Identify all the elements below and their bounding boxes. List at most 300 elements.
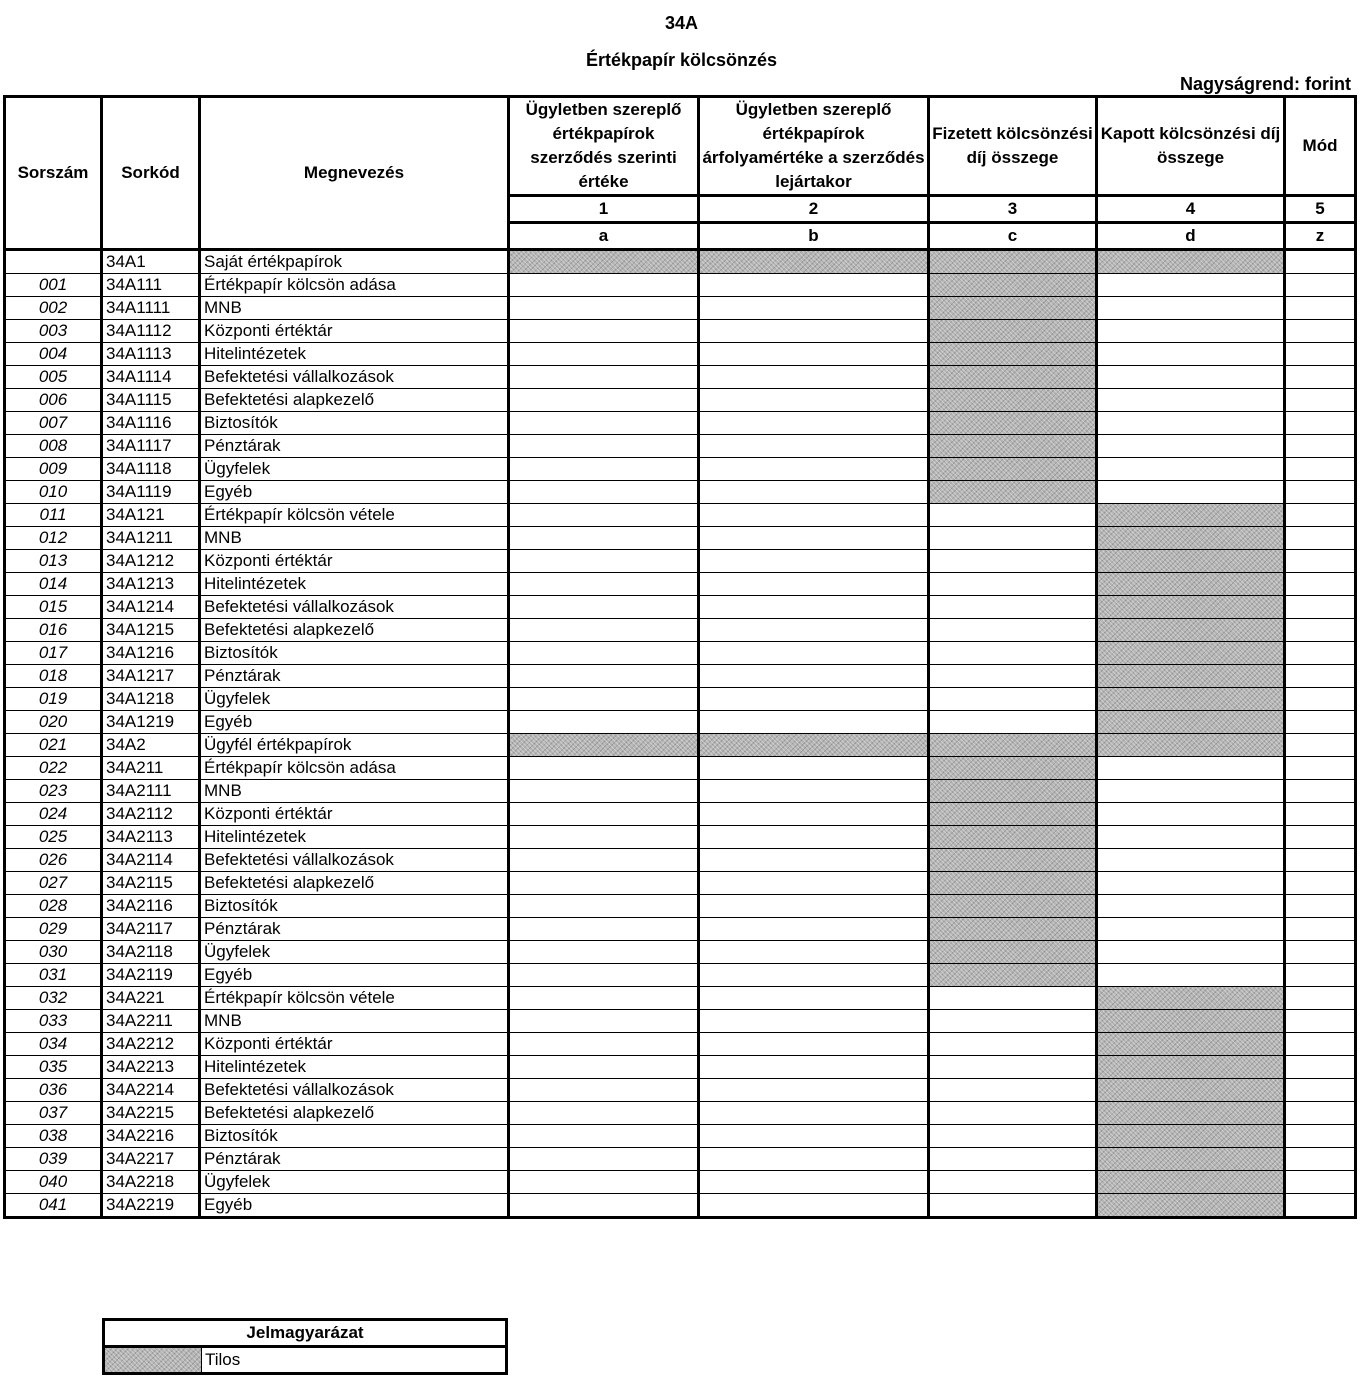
- value-cell[interactable]: [1097, 895, 1285, 918]
- value-cell[interactable]: [1285, 895, 1356, 918]
- value-cell[interactable]: [699, 849, 929, 872]
- table-row: [5, 1079, 1356, 1102]
- row-seq: 014: [5, 573, 102, 596]
- row-code: 34A2116: [102, 895, 200, 918]
- table-row: [5, 964, 1356, 987]
- value-cell[interactable]: [699, 297, 929, 320]
- row-name: Ügyfelek: [200, 1171, 509, 1194]
- value-cell[interactable]: [1285, 734, 1356, 757]
- value-cell[interactable]: [1285, 389, 1356, 412]
- value-cell[interactable]: [1285, 366, 1356, 389]
- value-cell[interactable]: [699, 803, 929, 826]
- value-cell[interactable]: [929, 711, 1097, 734]
- value-cell[interactable]: [509, 343, 699, 366]
- row-code: 34A1115: [102, 389, 200, 412]
- value-cell[interactable]: [699, 964, 929, 987]
- value-cell[interactable]: [1285, 1010, 1356, 1033]
- forbidden-cell: [929, 320, 1097, 343]
- value-cell[interactable]: [509, 895, 699, 918]
- value-cell[interactable]: [509, 987, 699, 1010]
- value-cell[interactable]: [699, 481, 929, 504]
- forbidden-cell: [929, 849, 1097, 872]
- value-cell[interactable]: [509, 389, 699, 412]
- value-cell[interactable]: [1285, 1125, 1356, 1148]
- forbidden-cell: [929, 343, 1097, 366]
- row-code: 34A1218: [102, 688, 200, 711]
- forbidden-cell: [929, 481, 1097, 504]
- value-cell[interactable]: [1097, 412, 1285, 435]
- form-title: Értékpapír kölcsönzés: [585, 50, 778, 70]
- value-cell[interactable]: [699, 343, 929, 366]
- row-code: 34A1216: [102, 642, 200, 665]
- row-code: 34A2114: [102, 849, 200, 872]
- value-cell[interactable]: [699, 1079, 929, 1102]
- row-seq: 019: [5, 688, 102, 711]
- col-letter: a: [509, 223, 699, 250]
- value-cell[interactable]: [1285, 274, 1356, 297]
- row-seq: 028: [5, 895, 102, 918]
- forbidden-cell: [1097, 527, 1285, 550]
- row-name: Központi értéktár: [200, 320, 509, 343]
- forbidden-cell: [929, 872, 1097, 895]
- table-row: [5, 596, 1356, 619]
- value-cell[interactable]: [1285, 872, 1356, 895]
- value-cell[interactable]: [1285, 711, 1356, 734]
- row-seq: 030: [5, 941, 102, 964]
- value-cell[interactable]: [699, 688, 929, 711]
- value-cell[interactable]: [1285, 1079, 1356, 1102]
- value-cell[interactable]: [699, 987, 929, 1010]
- table-row: [5, 1125, 1356, 1148]
- value-cell[interactable]: [1285, 849, 1356, 872]
- value-cell[interactable]: [509, 619, 699, 642]
- value-cell[interactable]: [1285, 665, 1356, 688]
- row-code: 34A2118: [102, 941, 200, 964]
- value-cell[interactable]: [1285, 619, 1356, 642]
- row-name: Befektetési alapkezelő: [200, 389, 509, 412]
- value-cell[interactable]: [929, 527, 1097, 550]
- value-cell[interactable]: [699, 1194, 929, 1218]
- value-cell[interactable]: [1285, 1102, 1356, 1125]
- value-cell[interactable]: [1285, 504, 1356, 527]
- row-name: MNB: [200, 527, 509, 550]
- value-cell[interactable]: [1285, 826, 1356, 849]
- value-cell[interactable]: [1097, 964, 1285, 987]
- value-cell[interactable]: [509, 1194, 699, 1218]
- value-cell[interactable]: [509, 504, 699, 527]
- value-cell[interactable]: [699, 1148, 929, 1171]
- row-code: 34A1217: [102, 665, 200, 688]
- value-cell[interactable]: [509, 1125, 699, 1148]
- value-cell[interactable]: [509, 1079, 699, 1102]
- row-seq: 005: [5, 366, 102, 389]
- value-cell[interactable]: [699, 918, 929, 941]
- value-cell[interactable]: [1097, 458, 1285, 481]
- value-cell[interactable]: [1285, 688, 1356, 711]
- value-cell[interactable]: [1285, 250, 1356, 274]
- value-cell[interactable]: [509, 826, 699, 849]
- value-cell[interactable]: [509, 274, 699, 297]
- value-cell[interactable]: [1097, 320, 1285, 343]
- value-cell[interactable]: [509, 1010, 699, 1033]
- row-name: Befektetési vállalkozások: [200, 849, 509, 872]
- value-cell[interactable]: [1097, 297, 1285, 320]
- value-cell[interactable]: [509, 688, 699, 711]
- value-cell[interactable]: [699, 274, 929, 297]
- table-row: [5, 826, 1356, 849]
- value-cell[interactable]: [699, 320, 929, 343]
- row-name: Egyéb: [200, 1194, 509, 1218]
- row-code: 34A2111: [102, 780, 200, 803]
- value-cell[interactable]: [509, 803, 699, 826]
- col-number: 1: [509, 196, 699, 223]
- value-cell[interactable]: [1097, 849, 1285, 872]
- header-col-4: Kapott kölcsönzési díj összege: [1097, 97, 1285, 196]
- value-cell[interactable]: [509, 481, 699, 504]
- value-cell[interactable]: [1285, 803, 1356, 826]
- col-letter: d: [1097, 223, 1285, 250]
- value-cell[interactable]: [699, 573, 929, 596]
- table-row: [5, 1194, 1356, 1218]
- value-cell[interactable]: [509, 918, 699, 941]
- value-cell[interactable]: [699, 711, 929, 734]
- value-cell[interactable]: [929, 1148, 1097, 1171]
- value-cell[interactable]: [1285, 550, 1356, 573]
- value-cell[interactable]: [699, 941, 929, 964]
- forbidden-cell: [1097, 1148, 1285, 1171]
- forbidden-cell: [929, 734, 1097, 757]
- row-name: Befektetési alapkezelő: [200, 619, 509, 642]
- row-seq: 029: [5, 918, 102, 941]
- value-cell[interactable]: [699, 1033, 929, 1056]
- value-cell[interactable]: [1285, 412, 1356, 435]
- forbidden-cell: [1097, 688, 1285, 711]
- row-name: Egyéb: [200, 964, 509, 987]
- value-cell[interactable]: [929, 619, 1097, 642]
- row-name: Ügyfelek: [200, 458, 509, 481]
- forbidden-cell: [1097, 1033, 1285, 1056]
- row-seq: 034: [5, 1033, 102, 1056]
- forbidden-cell: [929, 780, 1097, 803]
- row-seq: 031: [5, 964, 102, 987]
- row-seq: 038: [5, 1125, 102, 1148]
- value-cell[interactable]: [509, 665, 699, 688]
- value-cell[interactable]: [929, 573, 1097, 596]
- value-cell[interactable]: [509, 412, 699, 435]
- row-code: 34A2113: [102, 826, 200, 849]
- value-cell[interactable]: [1097, 780, 1285, 803]
- value-cell[interactable]: [1285, 1148, 1356, 1171]
- row-seq: 015: [5, 596, 102, 619]
- row-name: MNB: [200, 297, 509, 320]
- value-cell[interactable]: [509, 320, 699, 343]
- value-cell[interactable]: [1285, 320, 1356, 343]
- table-row: [5, 872, 1356, 895]
- table-row: [5, 619, 1356, 642]
- value-cell[interactable]: [509, 1033, 699, 1056]
- value-cell[interactable]: [1285, 435, 1356, 458]
- value-cell[interactable]: [929, 1194, 1097, 1218]
- value-cell[interactable]: [699, 435, 929, 458]
- value-cell[interactable]: [509, 527, 699, 550]
- value-cell[interactable]: [509, 1102, 699, 1125]
- forbidden-cell: [929, 274, 1097, 297]
- value-cell[interactable]: [509, 458, 699, 481]
- table-row: [5, 734, 1356, 757]
- value-cell[interactable]: [699, 1125, 929, 1148]
- row-seq: 027: [5, 872, 102, 895]
- value-cell[interactable]: [929, 1033, 1097, 1056]
- table-row: [5, 642, 1356, 665]
- value-cell[interactable]: [509, 596, 699, 619]
- value-cell[interactable]: [699, 780, 929, 803]
- value-cell[interactable]: [699, 895, 929, 918]
- value-cell[interactable]: [699, 757, 929, 780]
- table-row: [5, 757, 1356, 780]
- row-name: Pénztárak: [200, 1148, 509, 1171]
- value-cell[interactable]: [699, 366, 929, 389]
- forbidden-cell: [929, 941, 1097, 964]
- value-cell[interactable]: [1285, 458, 1356, 481]
- forbidden-cell: [929, 297, 1097, 320]
- table-row: [5, 1148, 1356, 1171]
- value-cell[interactable]: [929, 1010, 1097, 1033]
- value-cell[interactable]: [699, 665, 929, 688]
- value-cell[interactable]: [1285, 343, 1356, 366]
- row-name: Befektetési vállalkozások: [200, 596, 509, 619]
- value-cell[interactable]: [699, 642, 929, 665]
- row-name: Befektetési alapkezelő: [200, 1102, 509, 1125]
- unit-label: Nagyságrend: forint: [1179, 74, 1351, 94]
- value-cell[interactable]: [929, 596, 1097, 619]
- table-row: [5, 550, 1356, 573]
- value-cell[interactable]: [1097, 435, 1285, 458]
- table-row: [5, 504, 1356, 527]
- row-code: 34A1211: [102, 527, 200, 550]
- value-cell[interactable]: [929, 642, 1097, 665]
- value-cell[interactable]: [699, 389, 929, 412]
- row-name: MNB: [200, 780, 509, 803]
- forbidden-cell: [509, 250, 699, 274]
- value-cell[interactable]: [929, 1102, 1097, 1125]
- value-cell[interactable]: [699, 596, 929, 619]
- value-cell[interactable]: [699, 550, 929, 573]
- value-cell[interactable]: [699, 1171, 929, 1194]
- value-cell[interactable]: [1285, 527, 1356, 550]
- forbidden-cell: [929, 964, 1097, 987]
- value-cell[interactable]: [699, 619, 929, 642]
- value-cell[interactable]: [1285, 757, 1356, 780]
- value-cell[interactable]: [1285, 1033, 1356, 1056]
- value-cell[interactable]: [509, 941, 699, 964]
- forbidden-cell: [1097, 734, 1285, 757]
- value-cell[interactable]: [509, 1148, 699, 1171]
- table-row: [5, 366, 1356, 389]
- forbidden-cell: [1097, 1056, 1285, 1079]
- value-cell[interactable]: [1097, 274, 1285, 297]
- row-name: Értékpapír kölcsön vétele: [200, 504, 509, 527]
- value-cell[interactable]: [1097, 343, 1285, 366]
- table-row: [5, 711, 1356, 734]
- value-cell[interactable]: [1097, 757, 1285, 780]
- row-name: Pénztárak: [200, 435, 509, 458]
- row-name: Hitelintézetek: [200, 826, 509, 849]
- row-name: Biztosítók: [200, 412, 509, 435]
- value-cell[interactable]: [1285, 987, 1356, 1010]
- row-seq: 023: [5, 780, 102, 803]
- row-name: Pénztárak: [200, 665, 509, 688]
- table-row: [5, 1033, 1356, 1056]
- value-cell[interactable]: [509, 297, 699, 320]
- value-cell[interactable]: [1285, 941, 1356, 964]
- value-cell[interactable]: [1097, 872, 1285, 895]
- table-row: [5, 297, 1356, 320]
- row-code: 34A2115: [102, 872, 200, 895]
- value-cell[interactable]: [1097, 918, 1285, 941]
- row-name: Befektetési alapkezelő: [200, 872, 509, 895]
- forbidden-cell: [1097, 619, 1285, 642]
- table-row: [5, 895, 1356, 918]
- row-code: 34A2213: [102, 1056, 200, 1079]
- value-cell[interactable]: [929, 1171, 1097, 1194]
- header-megnevezes: Megnevezés: [200, 97, 509, 250]
- table-row: [5, 918, 1356, 941]
- value-cell[interactable]: [509, 872, 699, 895]
- table-row: [5, 1010, 1356, 1033]
- row-seq: 025: [5, 826, 102, 849]
- value-cell[interactable]: [1285, 780, 1356, 803]
- value-cell[interactable]: [929, 665, 1097, 688]
- row-code: 34A121: [102, 504, 200, 527]
- row-seq: [5, 250, 102, 274]
- row-seq: 006: [5, 389, 102, 412]
- legend-title: Jelmagyarázat: [104, 1320, 507, 1347]
- row-seq: 003: [5, 320, 102, 343]
- value-cell[interactable]: [699, 458, 929, 481]
- value-cell[interactable]: [509, 642, 699, 665]
- table-row: [5, 1102, 1356, 1125]
- value-cell[interactable]: [699, 527, 929, 550]
- value-cell[interactable]: [699, 412, 929, 435]
- value-cell[interactable]: [699, 1102, 929, 1125]
- value-cell[interactable]: [699, 826, 929, 849]
- forbidden-cell: [1097, 1125, 1285, 1148]
- value-cell[interactable]: [509, 1171, 699, 1194]
- value-cell[interactable]: [1285, 964, 1356, 987]
- row-code: 34A221: [102, 987, 200, 1010]
- value-cell[interactable]: [509, 366, 699, 389]
- value-cell[interactable]: [929, 504, 1097, 527]
- row-code: 34A1219: [102, 711, 200, 734]
- col-number: 5: [1285, 196, 1356, 223]
- forbidden-cell: [929, 366, 1097, 389]
- value-cell[interactable]: [1285, 918, 1356, 941]
- col-number: 3: [929, 196, 1097, 223]
- value-cell[interactable]: [929, 550, 1097, 573]
- value-cell[interactable]: [1285, 297, 1356, 320]
- row-name: Hitelintézetek: [200, 343, 509, 366]
- forbidden-cell: [929, 895, 1097, 918]
- value-cell[interactable]: [929, 1125, 1097, 1148]
- value-cell[interactable]: [509, 964, 699, 987]
- value-cell[interactable]: [1285, 481, 1356, 504]
- value-cell[interactable]: [699, 872, 929, 895]
- value-cell[interactable]: [509, 573, 699, 596]
- table-row: [5, 320, 1356, 343]
- value-cell[interactable]: [699, 1010, 929, 1033]
- row-seq: 002: [5, 297, 102, 320]
- value-cell[interactable]: [1097, 826, 1285, 849]
- table-row: [5, 274, 1356, 297]
- value-cell[interactable]: [1285, 1171, 1356, 1194]
- value-cell[interactable]: [929, 688, 1097, 711]
- value-cell[interactable]: [1285, 642, 1356, 665]
- table-row: [5, 1056, 1356, 1079]
- value-cell[interactable]: [509, 435, 699, 458]
- forbidden-cell: [1097, 1010, 1285, 1033]
- value-cell[interactable]: [509, 757, 699, 780]
- row-name: Hitelintézetek: [200, 573, 509, 596]
- value-cell[interactable]: [1097, 481, 1285, 504]
- value-cell[interactable]: [1097, 389, 1285, 412]
- row-code: 34A211: [102, 757, 200, 780]
- row-code: 34A1215: [102, 619, 200, 642]
- data-table: [3, 95, 1357, 1219]
- value-cell[interactable]: [509, 780, 699, 803]
- value-cell[interactable]: [509, 550, 699, 573]
- value-cell[interactable]: [699, 504, 929, 527]
- row-name: Befektetési vállalkozások: [200, 1079, 509, 1102]
- value-cell[interactable]: [929, 1079, 1097, 1102]
- row-name: Értékpapír kölcsön adása: [200, 757, 509, 780]
- row-code: 34A1119: [102, 481, 200, 504]
- row-seq: 001: [5, 274, 102, 297]
- row-seq: 024: [5, 803, 102, 826]
- row-seq: 039: [5, 1148, 102, 1171]
- value-cell[interactable]: [1285, 1194, 1356, 1218]
- value-cell[interactable]: [509, 711, 699, 734]
- row-seq: 033: [5, 1010, 102, 1033]
- value-cell[interactable]: [1097, 803, 1285, 826]
- value-cell[interactable]: [1285, 596, 1356, 619]
- row-name: Központi értéktár: [200, 550, 509, 573]
- value-cell[interactable]: [509, 849, 699, 872]
- table-row: [5, 458, 1356, 481]
- header-sorszam: Sorszám: [5, 97, 102, 250]
- value-cell[interactable]: [929, 987, 1097, 1010]
- legend: [102, 1318, 508, 1375]
- value-cell[interactable]: [1285, 573, 1356, 596]
- table-row: [5, 1171, 1356, 1194]
- forbidden-cell: [1097, 1079, 1285, 1102]
- header-sorkod: Sorkód: [102, 97, 200, 250]
- row-code: 34A1114: [102, 366, 200, 389]
- row-code: 34A2214: [102, 1079, 200, 1102]
- value-cell[interactable]: [929, 1056, 1097, 1079]
- table-row: [5, 435, 1356, 458]
- value-cell[interactable]: [1097, 366, 1285, 389]
- value-cell[interactable]: [1285, 1056, 1356, 1079]
- row-name: Biztosítók: [200, 1125, 509, 1148]
- forbidden-cell: [1097, 711, 1285, 734]
- value-cell[interactable]: [699, 1056, 929, 1079]
- row-name: Értékpapír kölcsön adása: [200, 274, 509, 297]
- row-code: 34A2217: [102, 1148, 200, 1171]
- forbidden-cell: [1097, 1194, 1285, 1218]
- value-cell[interactable]: [1097, 941, 1285, 964]
- value-cell[interactable]: [509, 1056, 699, 1079]
- row-code: 34A1118: [102, 458, 200, 481]
